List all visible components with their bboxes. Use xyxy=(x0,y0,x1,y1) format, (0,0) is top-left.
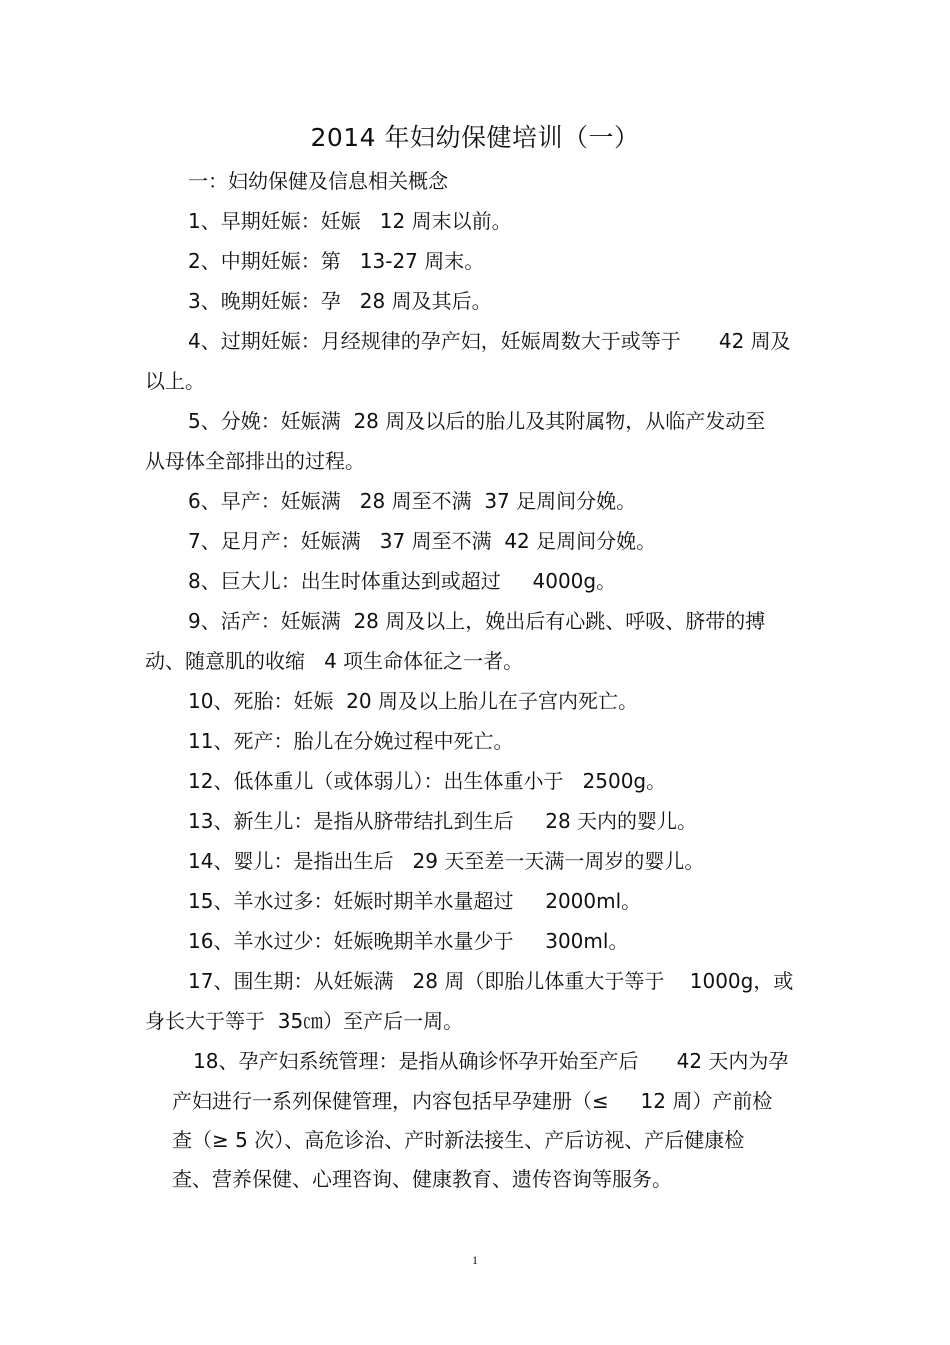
definition-line: 15、羊水过多：妊娠时期羊水量超过 2000ml。 xyxy=(188,889,642,913)
definition-line: 8、巨大儿：出生时体重达到或超过 4000g。 xyxy=(188,569,617,593)
definition-line: 动、随意肌的收缩 4 项生命体征之一者。 xyxy=(145,649,524,673)
definition-line: 10、死胎：妊娠 20 周及以上胎儿在子宫内死亡。 xyxy=(188,689,638,713)
definition-line: 9、活产：妊娠满 28 周及以上，娩出后有心跳、呼吸、脐带的搏 xyxy=(188,609,766,633)
definition-line: 11、死产：胎儿在分娩过程中死亡。 xyxy=(188,729,514,753)
definition-line: 18、孕产妇系统管理：是指从确诊怀孕开始至产后 42 天内为孕 xyxy=(193,1049,789,1073)
definition-line: 从母体全部排出的过程。 xyxy=(145,449,365,473)
definition-line: 17、围生期：从妊娠满 28 周（即胎儿体重大于等于 1000g，或 xyxy=(188,969,794,993)
definition-line: 以上。 xyxy=(145,369,205,393)
definition-line: 产妇进行一系列保健管理，内容包括早孕建册（≤ 12 周）产前检 xyxy=(172,1089,773,1113)
definition-line: 13、新生儿：是指从脐带结扎到生后 28 天内的婴儿。 xyxy=(188,809,698,833)
section-heading: 一：妇幼保健及信息相关概念 xyxy=(188,169,448,193)
document-title: 2014 年妇幼保健培训（一） xyxy=(310,123,640,152)
definition-line: 7、足月产：妊娠满 37 周至不满 42 足周间分娩。 xyxy=(188,529,657,553)
definition-line: 4、过期妊娠：月经规律的孕产妇，妊娠周数大于或等于 42 周及 xyxy=(188,329,791,353)
definition-line: 查（≥ 5 次）、高危诊治、产时新法接生、产后访视、产后健康检 xyxy=(172,1128,745,1152)
definition-line: 5、分娩：妊娠满 28 周及以后的胎儿及其附属物，从临产发动至 xyxy=(188,409,766,433)
definition-line: 6、早产：妊娠满 28 周至不满 37 足周间分娩。 xyxy=(188,489,637,513)
definition-line: 16、羊水过少：妊娠晚期羊水量少于 300ml。 xyxy=(188,929,629,953)
definition-line: 身长大于等于 35㎝）至产后一周。 xyxy=(145,1009,464,1033)
definition-line: 查、营养保健、心理咨询、健康教育、遗传咨询等服务。 xyxy=(172,1167,672,1191)
definition-line: 1、早期妊娠：妊娠 12 周末以前。 xyxy=(188,209,512,233)
definition-line: 12、低体重儿（或体弱儿）：出生体重小于 2500g。 xyxy=(188,769,667,793)
definition-line: 2、中期妊娠：第 13-27 周末。 xyxy=(188,249,485,273)
definition-line: 14、婴儿：是指出生后 29 天至差一天满一周岁的婴儿。 xyxy=(188,849,705,873)
definition-line: 3、晚期妊娠：孕 28 周及其后。 xyxy=(188,289,492,313)
page-number: 1 xyxy=(472,1253,478,1267)
